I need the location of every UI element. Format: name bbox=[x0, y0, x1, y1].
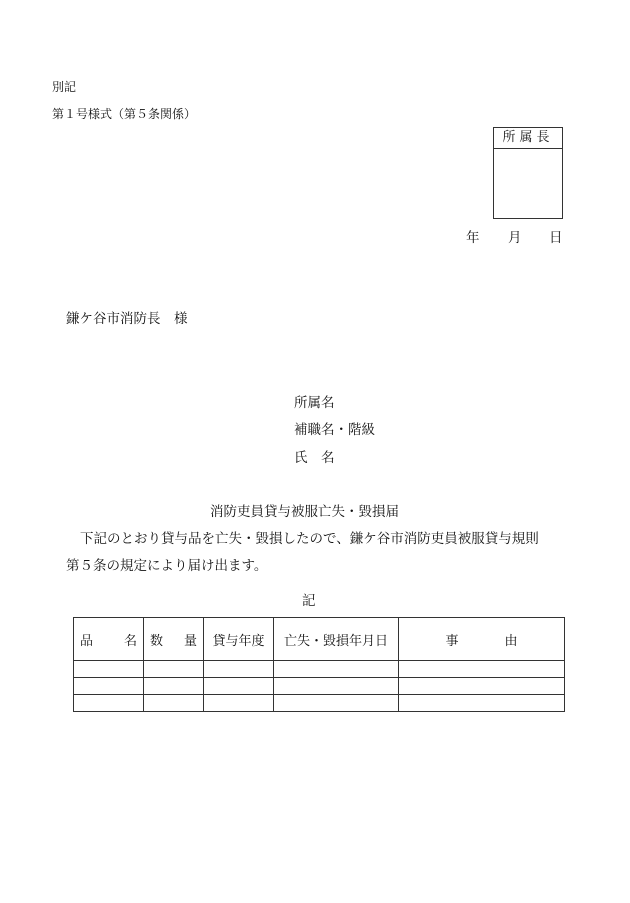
table-row bbox=[74, 695, 565, 712]
cell-reason[interactable] bbox=[399, 661, 565, 678]
applicant-rank: 補職名・階級 bbox=[294, 422, 375, 438]
cell-loan-year[interactable] bbox=[204, 695, 274, 712]
date-year: 年 bbox=[466, 230, 480, 246]
annex-label: 別記 bbox=[52, 80, 77, 94]
date-day: 日 bbox=[549, 230, 563, 246]
table-header-row bbox=[74, 618, 565, 661]
body-line-2: 第５条の規定により届け出ます。 bbox=[66, 558, 268, 574]
ki-label: 記 bbox=[302, 593, 316, 609]
document-title: 消防吏員貸与被服亡失・毀損届 bbox=[210, 504, 399, 520]
header-loss-date: 亡失・毀損年月日 bbox=[274, 618, 399, 661]
form-number: 第１号様式（第５条関係） bbox=[52, 107, 197, 121]
cell-quantity[interactable] bbox=[144, 695, 204, 712]
cell-item-name[interactable] bbox=[74, 695, 144, 712]
cell-loss-date[interactable] bbox=[274, 661, 399, 678]
cell-quantity[interactable] bbox=[144, 661, 204, 678]
table-row bbox=[74, 661, 565, 678]
stamp-box bbox=[493, 127, 563, 219]
header-quantity: 数 量 bbox=[144, 618, 204, 661]
cell-loan-year[interactable] bbox=[204, 661, 274, 678]
cell-loss-date[interactable] bbox=[274, 678, 399, 695]
applicant-name: 氏 名 bbox=[294, 450, 335, 466]
addressee: 鎌ケ谷市消防長 様 bbox=[66, 311, 188, 327]
cell-quantity[interactable] bbox=[144, 678, 204, 695]
cell-item-name[interactable] bbox=[74, 678, 144, 695]
header-loan-year: 貸与年度 bbox=[204, 618, 274, 661]
header-item-name: 品 名 bbox=[74, 618, 144, 661]
items-table bbox=[73, 617, 565, 712]
cell-loan-year[interactable] bbox=[204, 678, 274, 695]
applicant-affiliation: 所属名 bbox=[294, 395, 335, 411]
date-month: 月 bbox=[508, 230, 522, 246]
cell-loss-date[interactable] bbox=[274, 695, 399, 712]
cell-reason[interactable] bbox=[399, 695, 565, 712]
table-row bbox=[74, 678, 565, 695]
header-reason: 事 由 bbox=[399, 618, 565, 661]
stamp-box-label: 所属長 bbox=[494, 128, 562, 149]
body-line-1: 下記のとおり貸与品を亡失・毀損したので、鎌ケ谷市消防吏員被服貸与規則 bbox=[80, 531, 539, 547]
cell-item-name[interactable] bbox=[74, 661, 144, 678]
cell-reason[interactable] bbox=[399, 678, 565, 695]
